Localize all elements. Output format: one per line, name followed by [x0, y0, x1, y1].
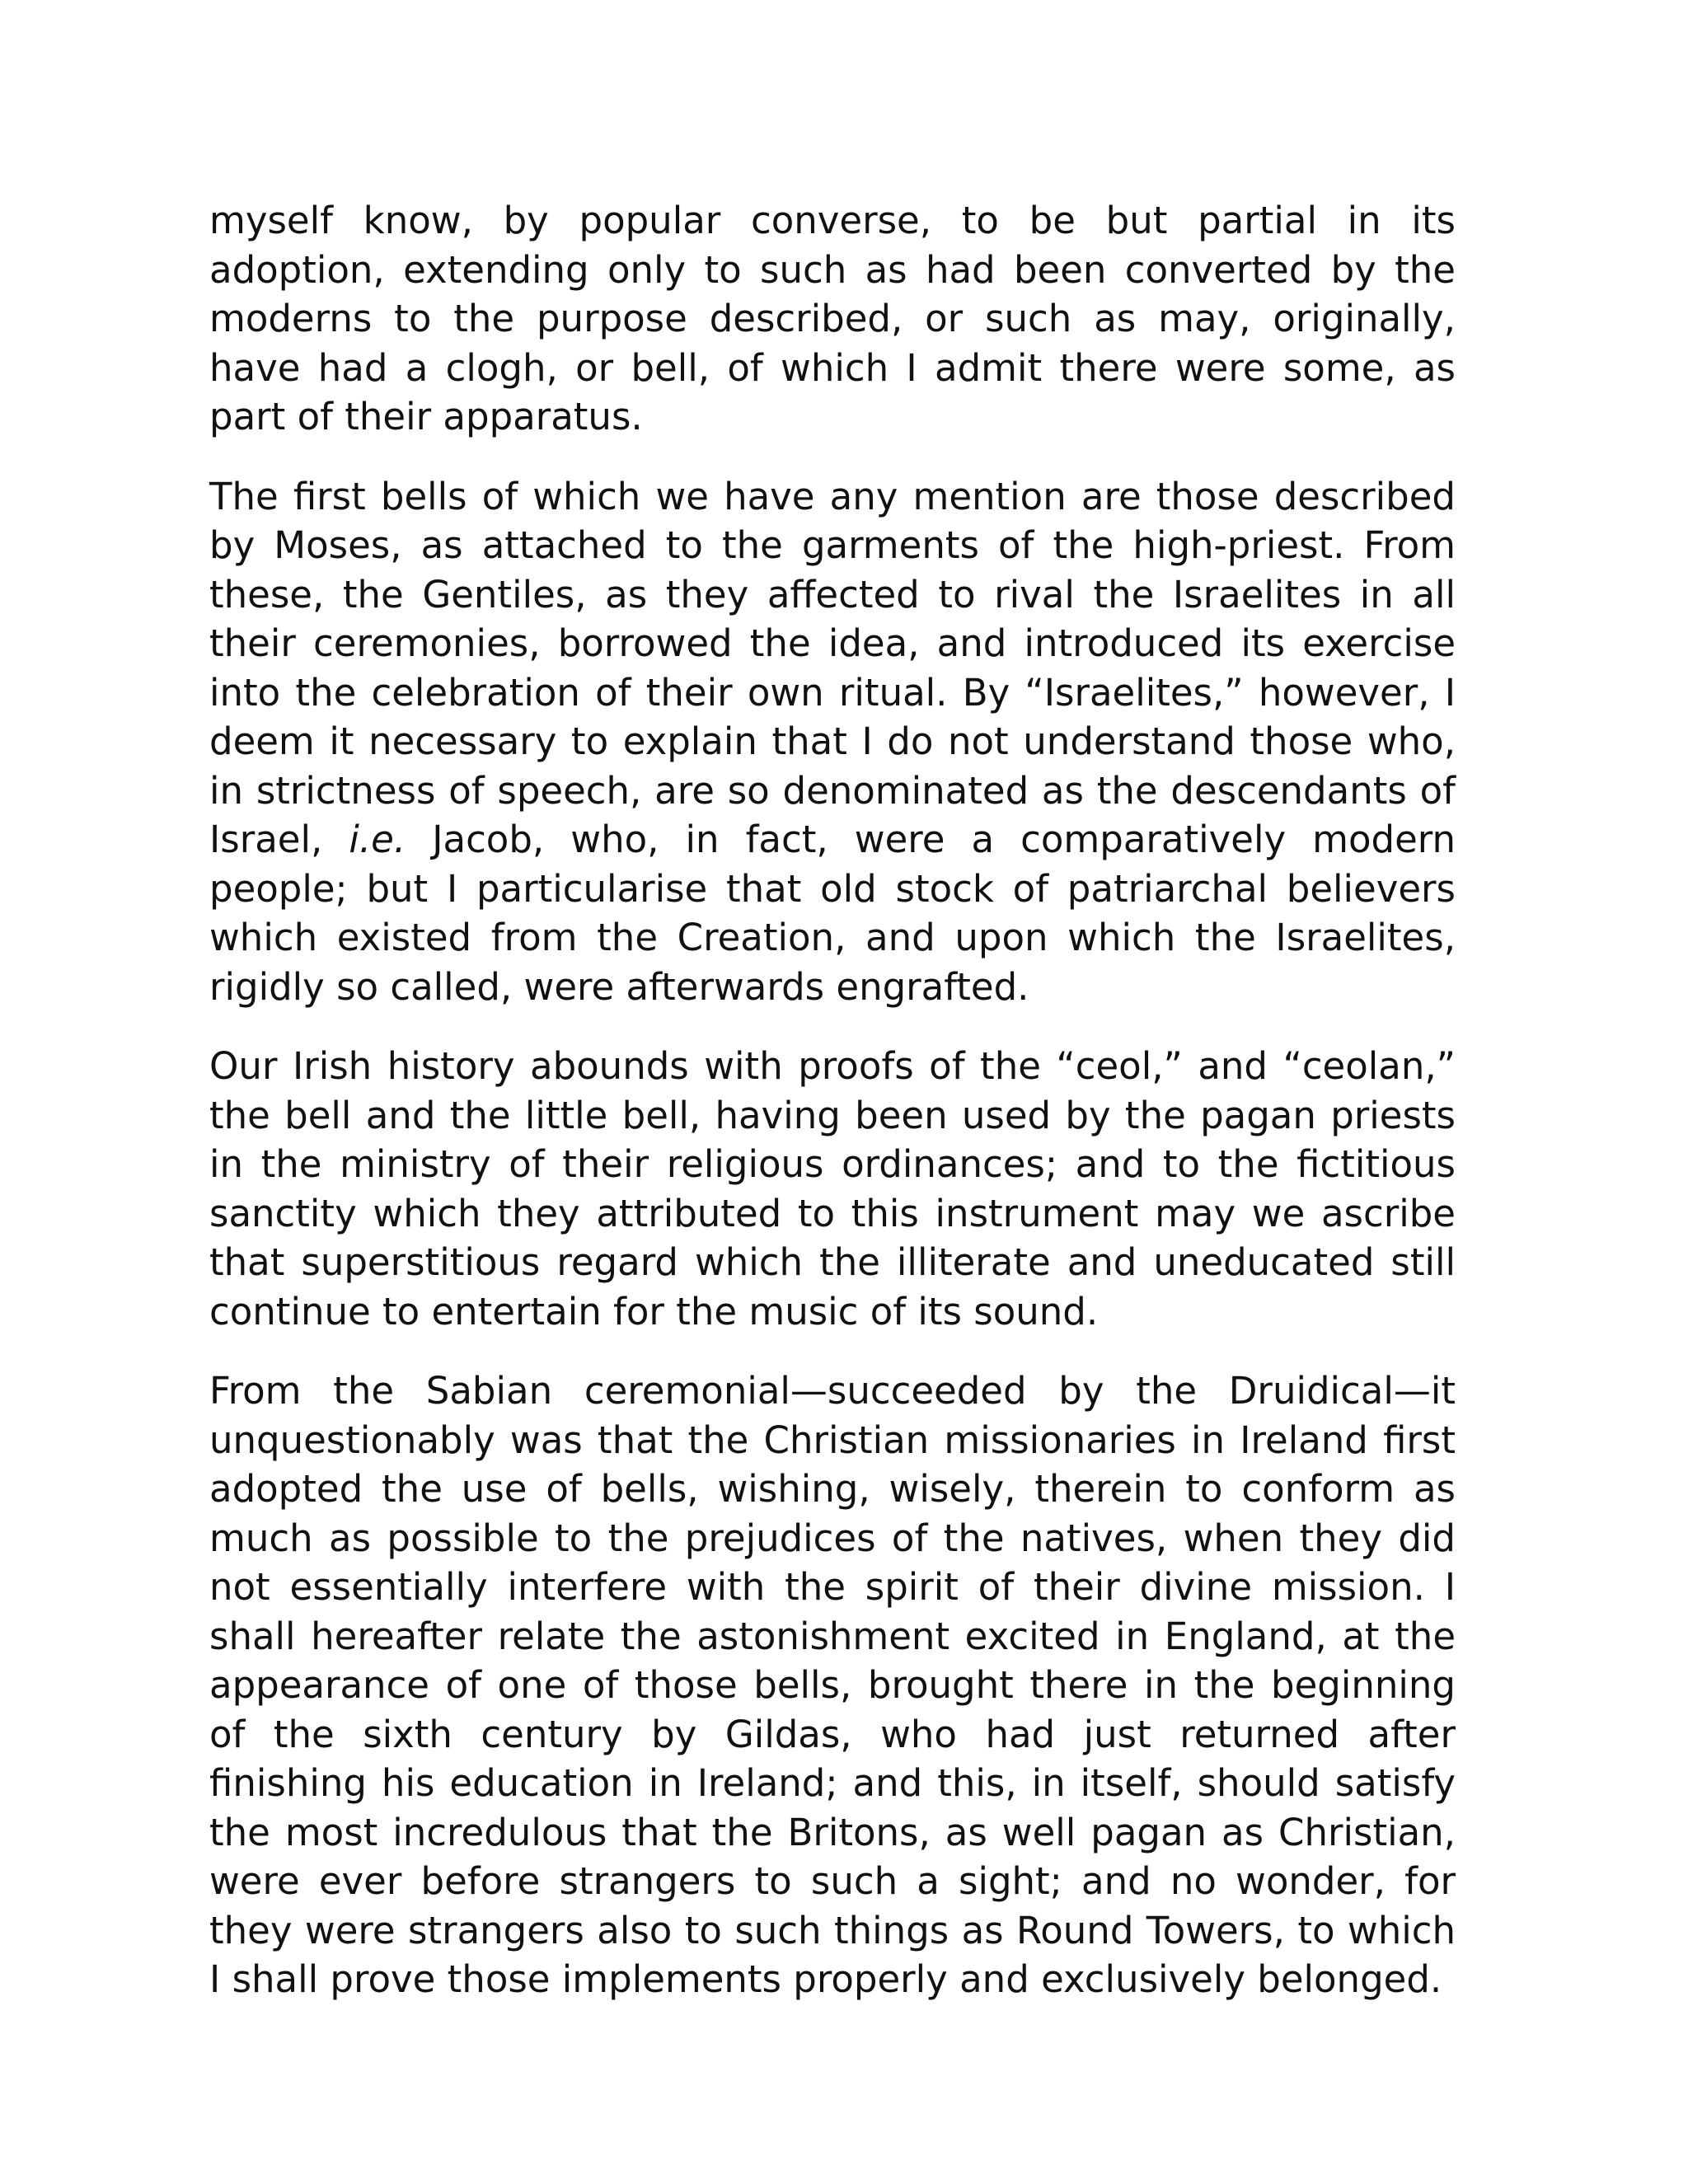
paragraph-2: [209, 472, 1456, 1012]
paragraph-4: From the Sabian ceremonial—succeeded by the Druidical—it unquestionably was that the Christian missionaries in Ireland first adopted the use of bells, wishing, wisely, therein to conform as much as possible to the prejudices of the natives, when they did not essentially interfere with the spirit of their divine mission. I shall hereafter relate the astonishment excited in England, at the appearance of one of those bells, brought there in the beginning of the sixth century by Gildas, who had just returned after finishing his education in Ireland; and this, in itself, should satisfy the most incredulous that the Britons, as well pagan as Christian, were ever before strangers to such a sight; and no wonder, for they were strangers also to such things as Round Towers, to which I shall prove those implements properly and exclusively belonged.: [209, 1369, 1456, 2001]
document-page: [209, 196, 1456, 2004]
paragraph-2-italic-ie: i.e.: [349, 818, 406, 861]
paragraph-1: myself know, by popular converse, to be but partial in its adoption, extending only to such as had been converted by the moderns to the purpose described, or such as may, originally, have had a clogh, or bell, of which I admit there were some, as part of their apparatus.: [209, 199, 1456, 438]
paragraph-2-text-before: The first bells of which we have any mention are those described by Moses, as attached to the garments of the high-priest. From these, the Gentiles, as they affected to rival the Israelites in all their ceremonies, borrowed the idea, and introduced its exercise into the celebration of their own ritual. By “Israelites,” however, I deem it necessary to explain that I do not understand those who, in strictness of speech, are so denominated as the descendants of Israel,: [209, 474, 1456, 861]
paragraph-3: Our Irish history abounds with proofs of the “ceol,” and “ceolan,” the bell and the little bell, having been used by the pagan priests in the ministry of their religious ordinances; and to the fictitious sanctity which they attributed to this instrument may we ascribe that superstitious regard which the illiterate and uneducated still continue to entertain for the music of its sound.: [209, 1044, 1456, 1333]
paragraph-2-text-after: Jacob, who, in fact, were a comparatively modern people; but I particularise that old stock of patriarchal believers which existed from the Creation, and upon which the Israelites, rigidly so called, were afterwards engrafted.: [209, 818, 1456, 1009]
